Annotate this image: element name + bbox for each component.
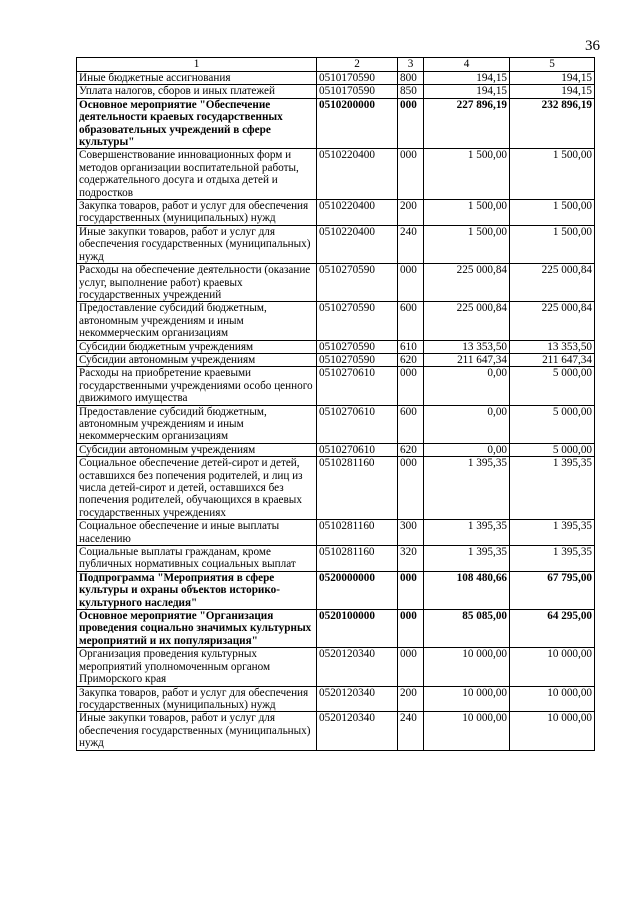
row-code-cell: 0510270590 [317, 353, 398, 366]
table-row [77, 353, 595, 366]
row-value-cell: 194,15 [424, 85, 510, 98]
column-header: 2 [317, 58, 398, 72]
row-code-cell: 0510200000 [317, 98, 398, 149]
row-type-cell: 000 [398, 149, 424, 200]
row-type-cell: 000 [398, 610, 424, 648]
row-value-cell: 225 000,84 [510, 302, 595, 340]
row-value-cell: 67 795,00 [510, 571, 595, 609]
table-row [77, 340, 595, 353]
row-value-cell: 85 085,00 [424, 610, 510, 648]
row-code-cell: 0510220400 [317, 200, 398, 226]
row-name-cell: Организация проведения культурных мероприятий уполномоченным органом Приморского края [77, 648, 317, 686]
row-type-cell: 000 [398, 367, 424, 405]
row-type-cell: 240 [398, 225, 424, 263]
row-value-cell: 10 000,00 [424, 648, 510, 686]
row-value-cell: 10 000,00 [424, 712, 510, 750]
row-name-cell: Закупка товаров, работ и услуг для обеспечения государственных (муниципальных) нужд [77, 686, 317, 712]
row-name-cell: Иные закупки товаров, работ и услуг для обеспечения государственных (муниципальных) нужд [77, 225, 317, 263]
row-value-cell: 1 500,00 [510, 200, 595, 226]
row-value-cell: 1 395,35 [510, 520, 595, 546]
row-type-cell: 000 [398, 648, 424, 686]
row-name-cell: Расходы на приобретение краевыми государственными учреждениями особо ценного движимого имущества [77, 367, 317, 405]
row-code-cell: 0510170590 [317, 72, 398, 85]
row-type-cell: 200 [398, 686, 424, 712]
budget-table [76, 57, 595, 751]
row-name-cell: Основное мероприятие "Организация проведения социально значимых культурных мероприятий и их популяризация" [77, 610, 317, 648]
column-header: 3 [398, 58, 424, 72]
row-type-cell: 300 [398, 520, 424, 546]
row-name-cell: Иные закупки товаров, работ и услуг для обеспечения государственных (муниципальных) нужд [77, 712, 317, 750]
table-row [77, 610, 595, 648]
table-row [77, 405, 595, 443]
row-value-cell: 1 395,35 [510, 546, 595, 572]
row-value-cell: 1 500,00 [424, 200, 510, 226]
table-row [77, 648, 595, 686]
row-name-cell: Субсидии бюджетным учреждениям [77, 340, 317, 353]
row-type-cell: 620 [398, 353, 424, 366]
column-header: 1 [77, 58, 317, 72]
row-code-cell: 0510170590 [317, 85, 398, 98]
row-value-cell: 0,00 [424, 367, 510, 405]
row-name-cell: Субсидии автономным учреждениям [77, 353, 317, 366]
row-name-cell: Уплата налогов, сборов и иных платежей [77, 85, 317, 98]
row-type-cell: 000 [398, 98, 424, 149]
table-row [77, 302, 595, 340]
row-code-cell: 0510270590 [317, 302, 398, 340]
row-value-cell: 0,00 [424, 405, 510, 443]
table-row [77, 367, 595, 405]
row-code-cell: 0520120340 [317, 712, 398, 750]
row-name-cell: Социальное обеспечение и иные выплаты населению [77, 520, 317, 546]
page-number: 36 [585, 38, 600, 54]
row-value-cell: 1 500,00 [510, 225, 595, 263]
row-value-cell: 0,00 [424, 443, 510, 456]
row-value-cell: 227 896,19 [424, 98, 510, 149]
row-value-cell: 10 000,00 [510, 712, 595, 750]
row-type-cell: 610 [398, 340, 424, 353]
row-code-cell: 0510281160 [317, 457, 398, 520]
row-value-cell: 13 353,50 [424, 340, 510, 353]
row-value-cell: 225 000,84 [424, 302, 510, 340]
row-value-cell: 1 395,35 [424, 457, 510, 520]
row-type-cell: 240 [398, 712, 424, 750]
table-row [77, 200, 595, 226]
row-name-cell: Совершенствование инновационных форм и методов организации воспитательной работы, содержательного досуга и отдыха детей и подростков [77, 149, 317, 200]
row-value-cell: 1 500,00 [424, 225, 510, 263]
row-type-cell: 000 [398, 264, 424, 302]
row-code-cell: 0510281160 [317, 520, 398, 546]
column-header: 4 [424, 58, 510, 72]
table-row [77, 72, 595, 85]
row-value-cell: 1 395,35 [424, 520, 510, 546]
row-value-cell: 194,15 [510, 85, 595, 98]
table-body [77, 72, 595, 751]
row-value-cell: 1 395,35 [510, 457, 595, 520]
row-value-cell: 5 000,00 [510, 443, 595, 456]
row-value-cell: 1 500,00 [510, 149, 595, 200]
row-type-cell: 200 [398, 200, 424, 226]
table-header-row [77, 58, 595, 72]
row-value-cell: 211 647,34 [510, 353, 595, 366]
column-header: 5 [510, 58, 595, 72]
row-name-cell: Предоставление субсидий бюджетным, автономным учреждениям и иным некоммерческим организациям [77, 405, 317, 443]
row-code-cell: 0510270590 [317, 340, 398, 353]
table-row [77, 686, 595, 712]
row-code-cell: 0520120340 [317, 648, 398, 686]
row-value-cell: 232 896,19 [510, 98, 595, 149]
row-value-cell: 225 000,84 [510, 264, 595, 302]
row-value-cell: 5 000,00 [510, 405, 595, 443]
row-value-cell: 194,15 [510, 72, 595, 85]
row-name-cell: Расходы на обеспечение деятельности (оказание услуг, выполнение работ) краевых государственных учреждений [77, 264, 317, 302]
table-row [77, 149, 595, 200]
row-type-cell: 600 [398, 302, 424, 340]
row-value-cell: 13 353,50 [510, 340, 595, 353]
table-row [77, 712, 595, 750]
row-code-cell: 0510220400 [317, 225, 398, 263]
table-row [77, 85, 595, 98]
table-row [77, 225, 595, 263]
row-name-cell: Основное мероприятие "Обеспечение деятельности краевых государственных образовательных учреждений в сфере культуры" [77, 98, 317, 149]
row-value-cell: 1 500,00 [424, 149, 510, 200]
row-code-cell: 0510270610 [317, 405, 398, 443]
row-name-cell: Социальные выплаты гражданам, кроме публичных нормативных социальных выплат [77, 546, 317, 572]
row-value-cell: 5 000,00 [510, 367, 595, 405]
row-value-cell: 10 000,00 [424, 686, 510, 712]
row-code-cell: 0520120340 [317, 686, 398, 712]
row-name-cell: Субсидии автономным учреждениям [77, 443, 317, 456]
row-type-cell: 000 [398, 571, 424, 609]
table-row [77, 264, 595, 302]
row-name-cell: Закупка товаров, работ и услуг для обеспечения государственных (муниципальных) нужд [77, 200, 317, 226]
row-value-cell: 1 395,35 [424, 546, 510, 572]
row-code-cell: 0520000000 [317, 571, 398, 609]
row-name-cell: Иные бюджетные ассигнования [77, 72, 317, 85]
row-name-cell: Подпрограмма "Мероприятия в сфере культуры и охраны объектов историко-культурного наследия" [77, 571, 317, 609]
row-type-cell: 320 [398, 546, 424, 572]
row-type-cell: 600 [398, 405, 424, 443]
row-value-cell: 225 000,84 [424, 264, 510, 302]
table-row [77, 457, 595, 520]
row-value-cell: 211 647,34 [424, 353, 510, 366]
row-value-cell: 10 000,00 [510, 648, 595, 686]
row-name-cell: Предоставление субсидий бюджетным, автономным учреждениям и иным некоммерческим организациям [77, 302, 317, 340]
table-row [77, 98, 595, 149]
row-code-cell: 0520100000 [317, 610, 398, 648]
row-code-cell: 0510220400 [317, 149, 398, 200]
table-row [77, 520, 595, 546]
row-value-cell: 64 295,00 [510, 610, 595, 648]
row-value-cell: 108 480,66 [424, 571, 510, 609]
row-name-cell: Социальное обеспечение детей-сирот и детей, оставшихся без попечения родителей, и лиц из числа детей-сирот и детей, оставшихся без попечения родителей, обучающихся в краевых государственных учреждениях [77, 457, 317, 520]
row-code-cell: 0510270590 [317, 264, 398, 302]
row-type-cell: 620 [398, 443, 424, 456]
row-type-cell: 800 [398, 72, 424, 85]
row-type-cell: 850 [398, 85, 424, 98]
table-row [77, 443, 595, 456]
row-type-cell: 000 [398, 457, 424, 520]
row-code-cell: 0510270610 [317, 367, 398, 405]
row-value-cell: 10 000,00 [510, 686, 595, 712]
row-code-cell: 0510281160 [317, 546, 398, 572]
table-row [77, 546, 595, 572]
row-code-cell: 0510270610 [317, 443, 398, 456]
table-row [77, 571, 595, 609]
row-value-cell: 194,15 [424, 72, 510, 85]
